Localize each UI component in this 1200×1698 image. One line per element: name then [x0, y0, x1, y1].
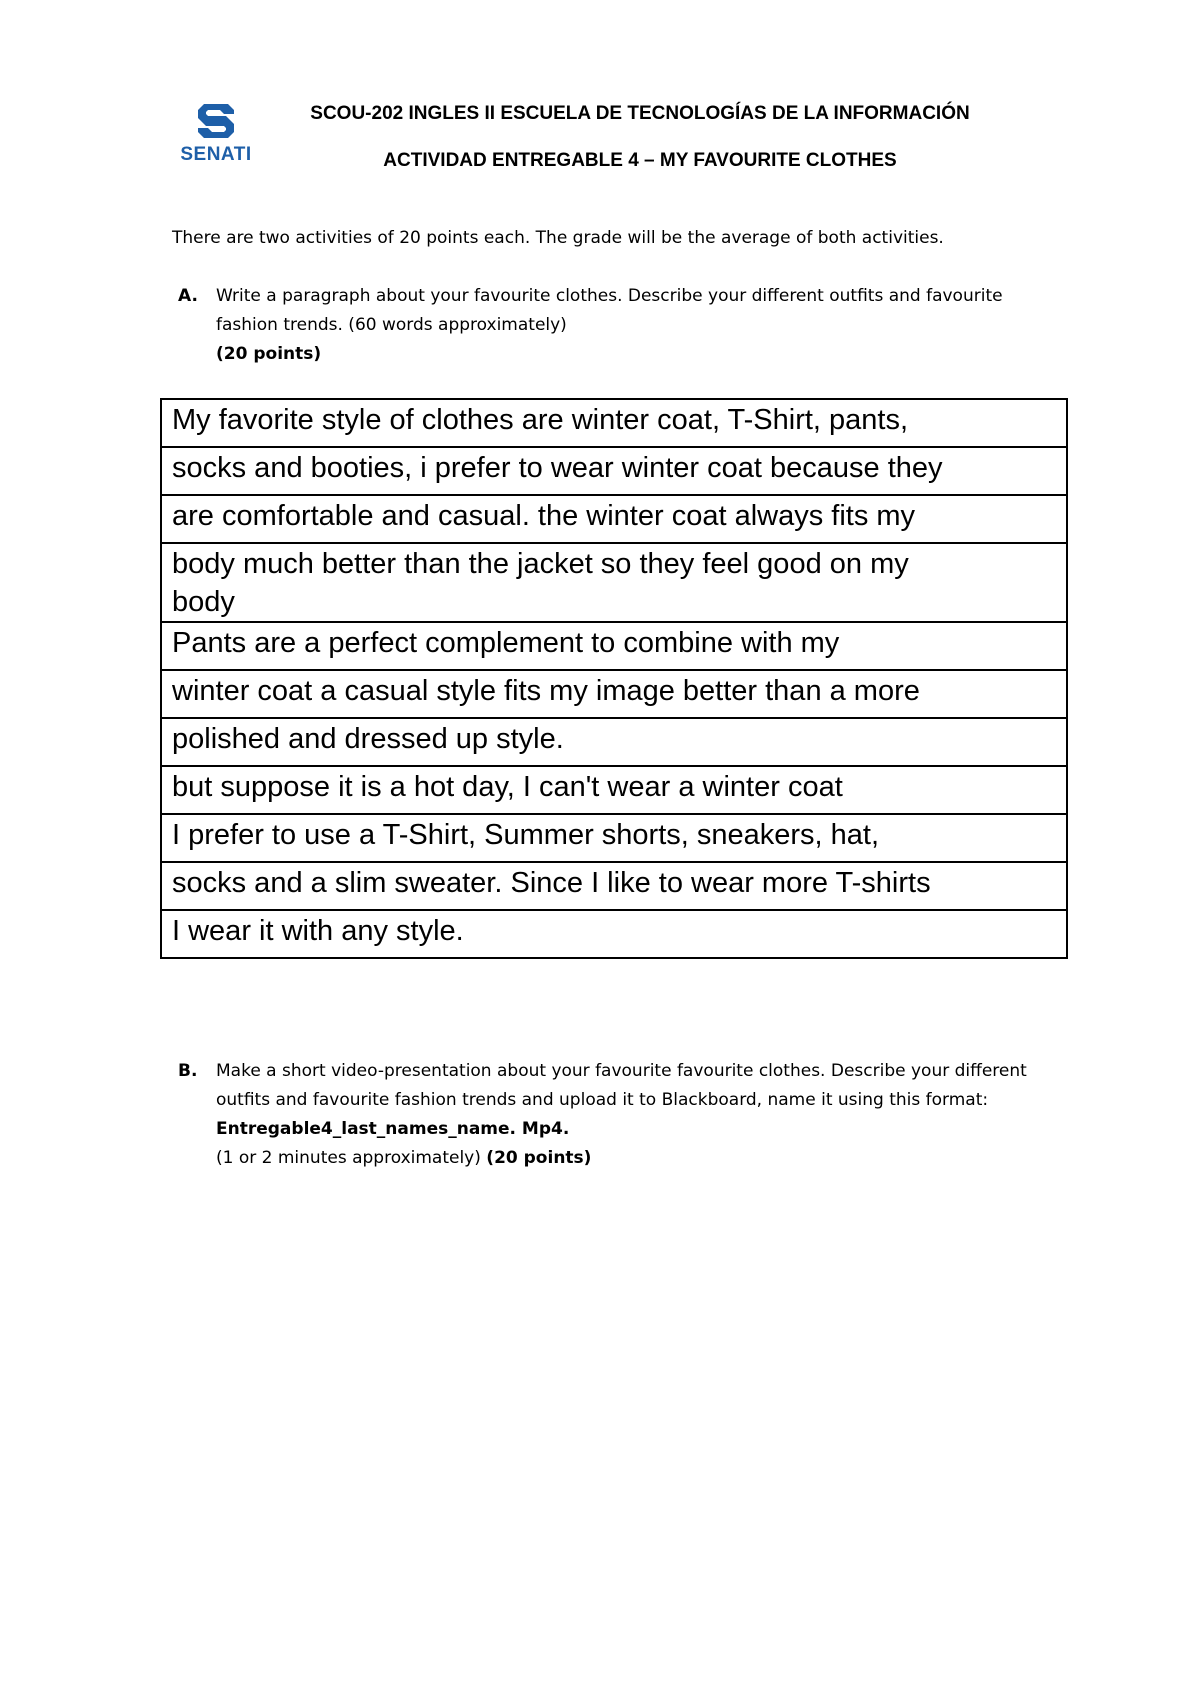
section-a [172, 282, 1092, 369]
section-a-points: (20 points) [216, 344, 322, 364]
section-b-duration: (1 or 2 minutes approximately) [216, 1148, 481, 1168]
answer-row: winter coat a casual style fits my image better than a more [161, 670, 1067, 718]
answer-row-line2: body [172, 586, 235, 618]
answer-row: but suppose it is a hot day, I can't wear a winter coat [161, 766, 1067, 814]
answer-row: Pants are a perfect complement to combine with my [161, 622, 1067, 670]
answer-row [161, 543, 1067, 622]
answer-row: socks and booties, i prefer to wear winter coat because they [161, 447, 1067, 495]
section-a-instruction-line1: Write a paragraph about your favourite clothes. Describe your different outfits and favourite [216, 286, 1003, 306]
document-title: SCOU-202 INGLES II ESCUELA DE TECNOLOGÍAS DE LA INFORMACIÓN [310, 103, 970, 124]
answer-row: are comfortable and casual. the winter coat always fits my [161, 495, 1067, 543]
answer-row: I wear it with any style. [161, 910, 1067, 958]
section-a-marker: A. [178, 286, 198, 306]
section-a-instruction-line2: fashion trends. (60 words approximately) [216, 315, 567, 335]
answer-row: My favorite style of clothes are winter coat, T-Shirt, pants, [161, 399, 1067, 447]
answer-table [160, 398, 1068, 959]
activity-title: ACTIVIDAD ENTREGABLE 4 – MY FAVOURITE CLOTHES [383, 150, 897, 171]
answer-row-line1: body much better than the jacket so they feel good on my [172, 548, 909, 580]
answer-row: socks and a slim sweater. Since I like to wear more T-shirts [161, 862, 1067, 910]
section-b-duration-line [216, 1144, 1092, 1173]
section-b-instruction-line2: outfits and favourite fashion trends and upload it to Blackboard, name it using this format: [216, 1090, 989, 1110]
logo-text: SENATI [180, 144, 252, 165]
section-b-filename: Entregable4_last_names_name. Mp4. [216, 1119, 570, 1139]
answer-row: I prefer to use a T-Shirt, Summer shorts, sneakers, hat, [161, 814, 1067, 862]
section-b-marker: B. [178, 1061, 198, 1081]
section-b-instruction-line1: Make a short video-presentation about your favourite favourite clothes. Describe your different [216, 1061, 1027, 1081]
section-b-points: (20 points) [486, 1148, 592, 1168]
answer-row: polished and dressed up style. [161, 718, 1067, 766]
section-b [172, 1057, 1092, 1173]
intro-paragraph: There are two activities of 20 points each. The grade will be the average of both activities. [172, 228, 944, 248]
